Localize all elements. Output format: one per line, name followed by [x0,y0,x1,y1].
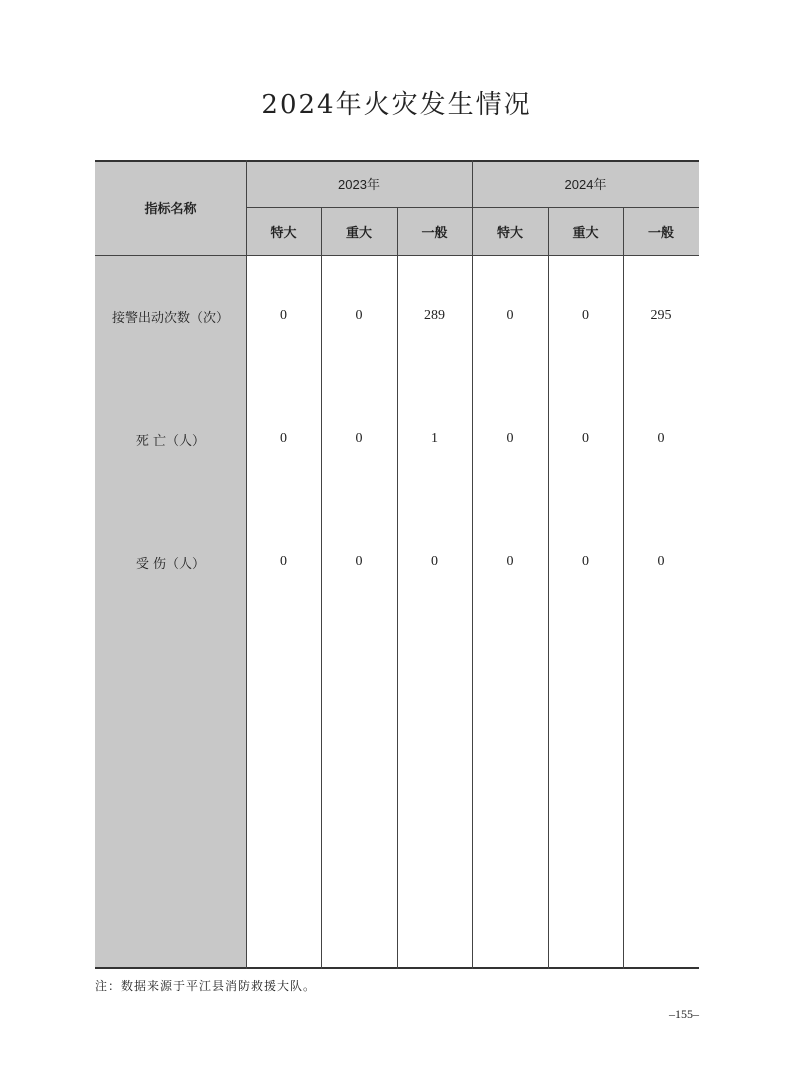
table-cell: 0 [506,431,514,446]
table-cell: 0 [280,308,287,323]
table-cell: 0 [582,308,589,323]
table-cell: 0 [582,554,589,569]
table-cell: 0 [280,431,287,446]
row-label-deaths: 死 亡（人） [135,433,206,449]
table-cell: 0 [506,308,514,323]
table-cell: 0 [582,431,589,446]
table-cell: 0 [355,554,363,569]
row-label-injuries: 受 伤（人） [135,556,206,572]
year-header-2024: 2024年 [564,177,607,192]
level-header: 一般 [647,225,674,241]
table-cell: 0 [280,554,287,569]
label-column-shade [95,255,246,969]
row-label-dispatches: 接警出动次数（次） [111,310,229,326]
level-header: 特大 [270,225,297,241]
corner-header: 指标名称 [144,202,197,217]
level-header: 重大 [345,225,372,241]
level-header: 一般 [421,225,448,241]
level-header: 特大 [496,225,523,241]
fire-statistics-table [95,160,699,969]
table-cell: 295 [650,308,672,323]
table-cell: 0 [506,554,514,569]
page-number: –155– [669,1007,699,1021]
table-cell: 0 [657,431,665,446]
page-title: 2024年火灾发生情况 [261,90,532,120]
table-cell: 0 [431,554,438,569]
table-cell: 0 [355,431,363,446]
table-cell: 1 [431,431,438,446]
table-cell: 289 [424,308,445,323]
level-header: 重大 [572,225,599,241]
source-note: 注：数据来源于平江县消防救援大队。 [95,979,317,993]
year-header-2023: 2023年 [338,177,380,192]
table-cell: 0 [657,554,665,569]
table-cell: 0 [355,308,363,323]
